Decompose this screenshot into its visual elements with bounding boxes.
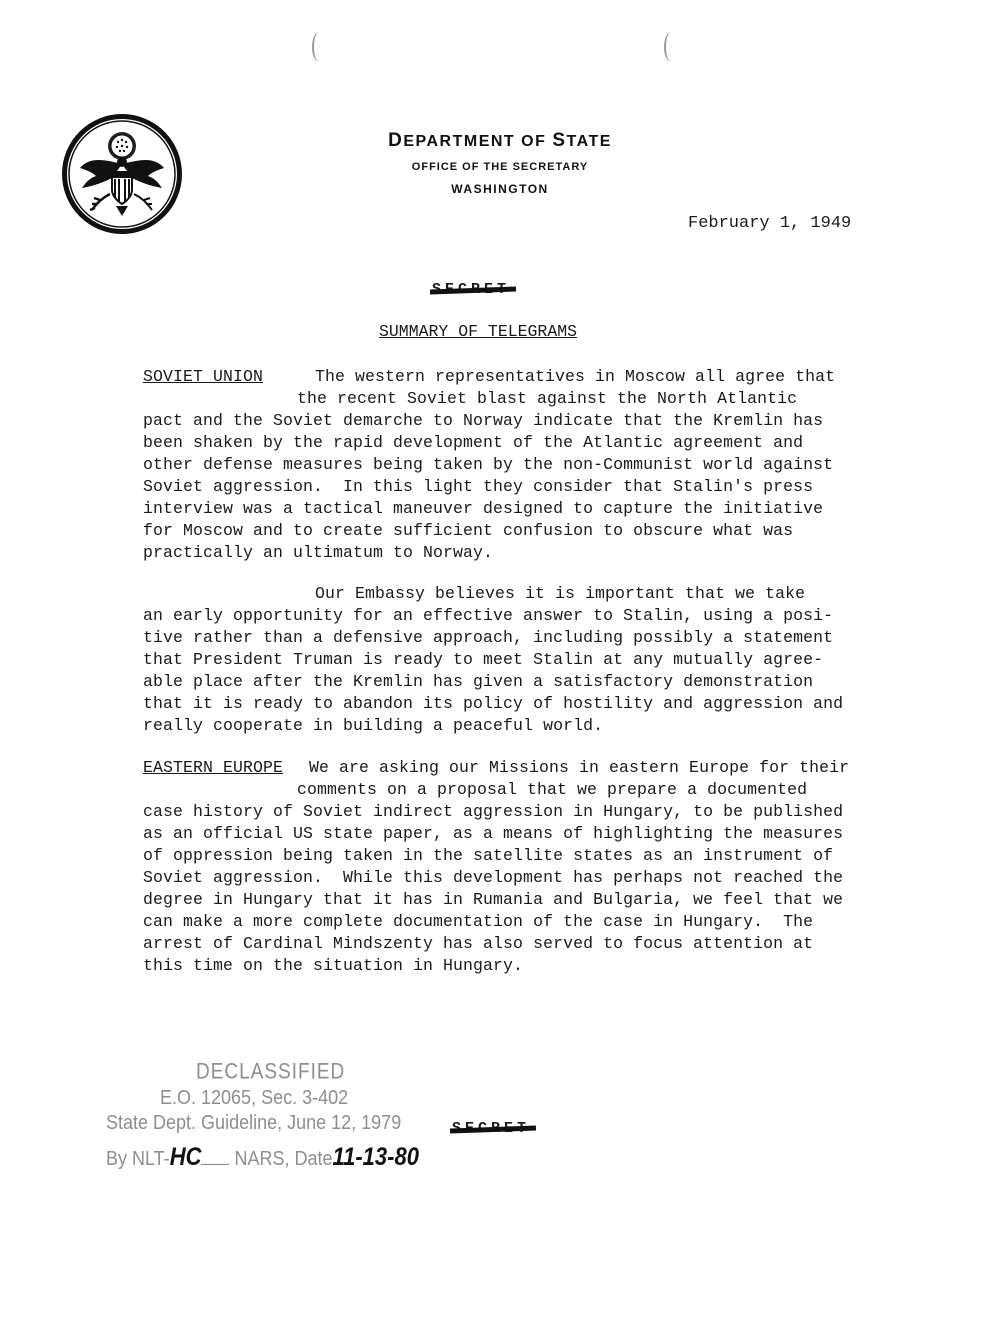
classification-marking-bottom <box>452 1120 530 1137</box>
declassified-stamp-authority: By NLT-HC NARS, Date11-13-80 <box>106 1142 419 1171</box>
document-title: SUMMARY OF TELEGRAMS <box>379 322 578 341</box>
declassification-date: 11-13-80 <box>332 1142 419 1171</box>
department-seal-icon <box>60 112 184 236</box>
classification-marking-top <box>432 281 510 298</box>
body-line: other defense measures being taken by the non-Communist world against <box>143 455 834 474</box>
body-line: arrest of Cardinal Mindszenty has also served to focus attention at <box>143 934 814 953</box>
office-name: OFFICE OF THE SECRETARY <box>411 161 589 173</box>
body-line: Soviet aggression. While this development has perhaps not reached the <box>143 868 844 887</box>
body-line: degree in Hungary that it has in Rumania and Bulgaria, we feel that we <box>143 890 844 909</box>
body-line: case history of Soviet indirect aggression in Hungary, to be published <box>143 802 844 821</box>
body-line: of oppression being taken in the satellite states as an instrument of <box>143 846 834 865</box>
reviewer-initials: HC <box>169 1142 202 1171</box>
declassified-stamp-guideline: State Dept. Guideline, June 12, 1979 <box>106 1110 402 1134</box>
letterhead <box>330 130 670 196</box>
body-line: Our Embassy believes it is important that we take <box>315 584 806 603</box>
body-line: this time on the situation in Hungary. <box>143 956 524 975</box>
body-line: that President Truman is ready to meet Stalin at any mutually agree- <box>143 650 824 669</box>
body-line: Soviet aggression. In this light they consider that Stalin's press <box>143 477 814 496</box>
document-date: February 1, 1949 <box>688 214 852 233</box>
section-heading-soviet-union: SOVIET UNION <box>143 367 264 386</box>
body-line: for Moscow and to create sufficient confusion to obscure what was <box>143 521 794 540</box>
body-line: The western representatives in Moscow all agree that <box>315 367 836 386</box>
declassified-stamp-title: DECLASSIFIED <box>196 1060 346 1085</box>
body-line: been shaken by the rapid development of the Atlantic agreement and <box>143 433 804 452</box>
body-line: pact and the Soviet demarche to Norway indicate that the Kremlin has <box>143 411 824 430</box>
body-line: practically an ultimatum to Norway. <box>143 543 494 562</box>
section-heading-eastern-europe: EASTERN EUROPE <box>143 758 284 777</box>
punch-mark-right <box>664 32 678 62</box>
body-line: comments on a proposal that we prepare a documented <box>297 780 808 799</box>
body-line: tive rather than a defensive approach, including possibly a statement <box>143 628 834 647</box>
body-line: able place after the Kremlin has given a satisfactory demonstration <box>143 672 814 691</box>
body-line: really cooperate in building a peaceful world. <box>143 716 604 735</box>
body-line: as an official US state paper, as a means of highlighting the measures <box>143 824 844 843</box>
declassified-stamp-eo: E.O. 12065, Sec. 3-402 <box>160 1085 349 1109</box>
body-line: the recent Soviet blast against the North Atlantic <box>297 389 798 408</box>
body-line: interview was a tactical maneuver designed to capture the initiative <box>143 499 824 518</box>
department-name: DEPARTMENT OF STATE <box>388 130 612 151</box>
city-name: WASHINGTON <box>451 182 549 196</box>
body-line: an early opportunity for an effective answer to Stalin, using a posi- <box>143 606 834 625</box>
body-line: that it is ready to abandon its policy of hostility and aggression and <box>143 694 844 713</box>
punch-mark-left <box>312 32 326 62</box>
body-line: We are asking our Missions in eastern Europe for their <box>309 758 850 777</box>
body-line: can make a more complete documentation of the case in Hungary. The <box>143 912 814 931</box>
